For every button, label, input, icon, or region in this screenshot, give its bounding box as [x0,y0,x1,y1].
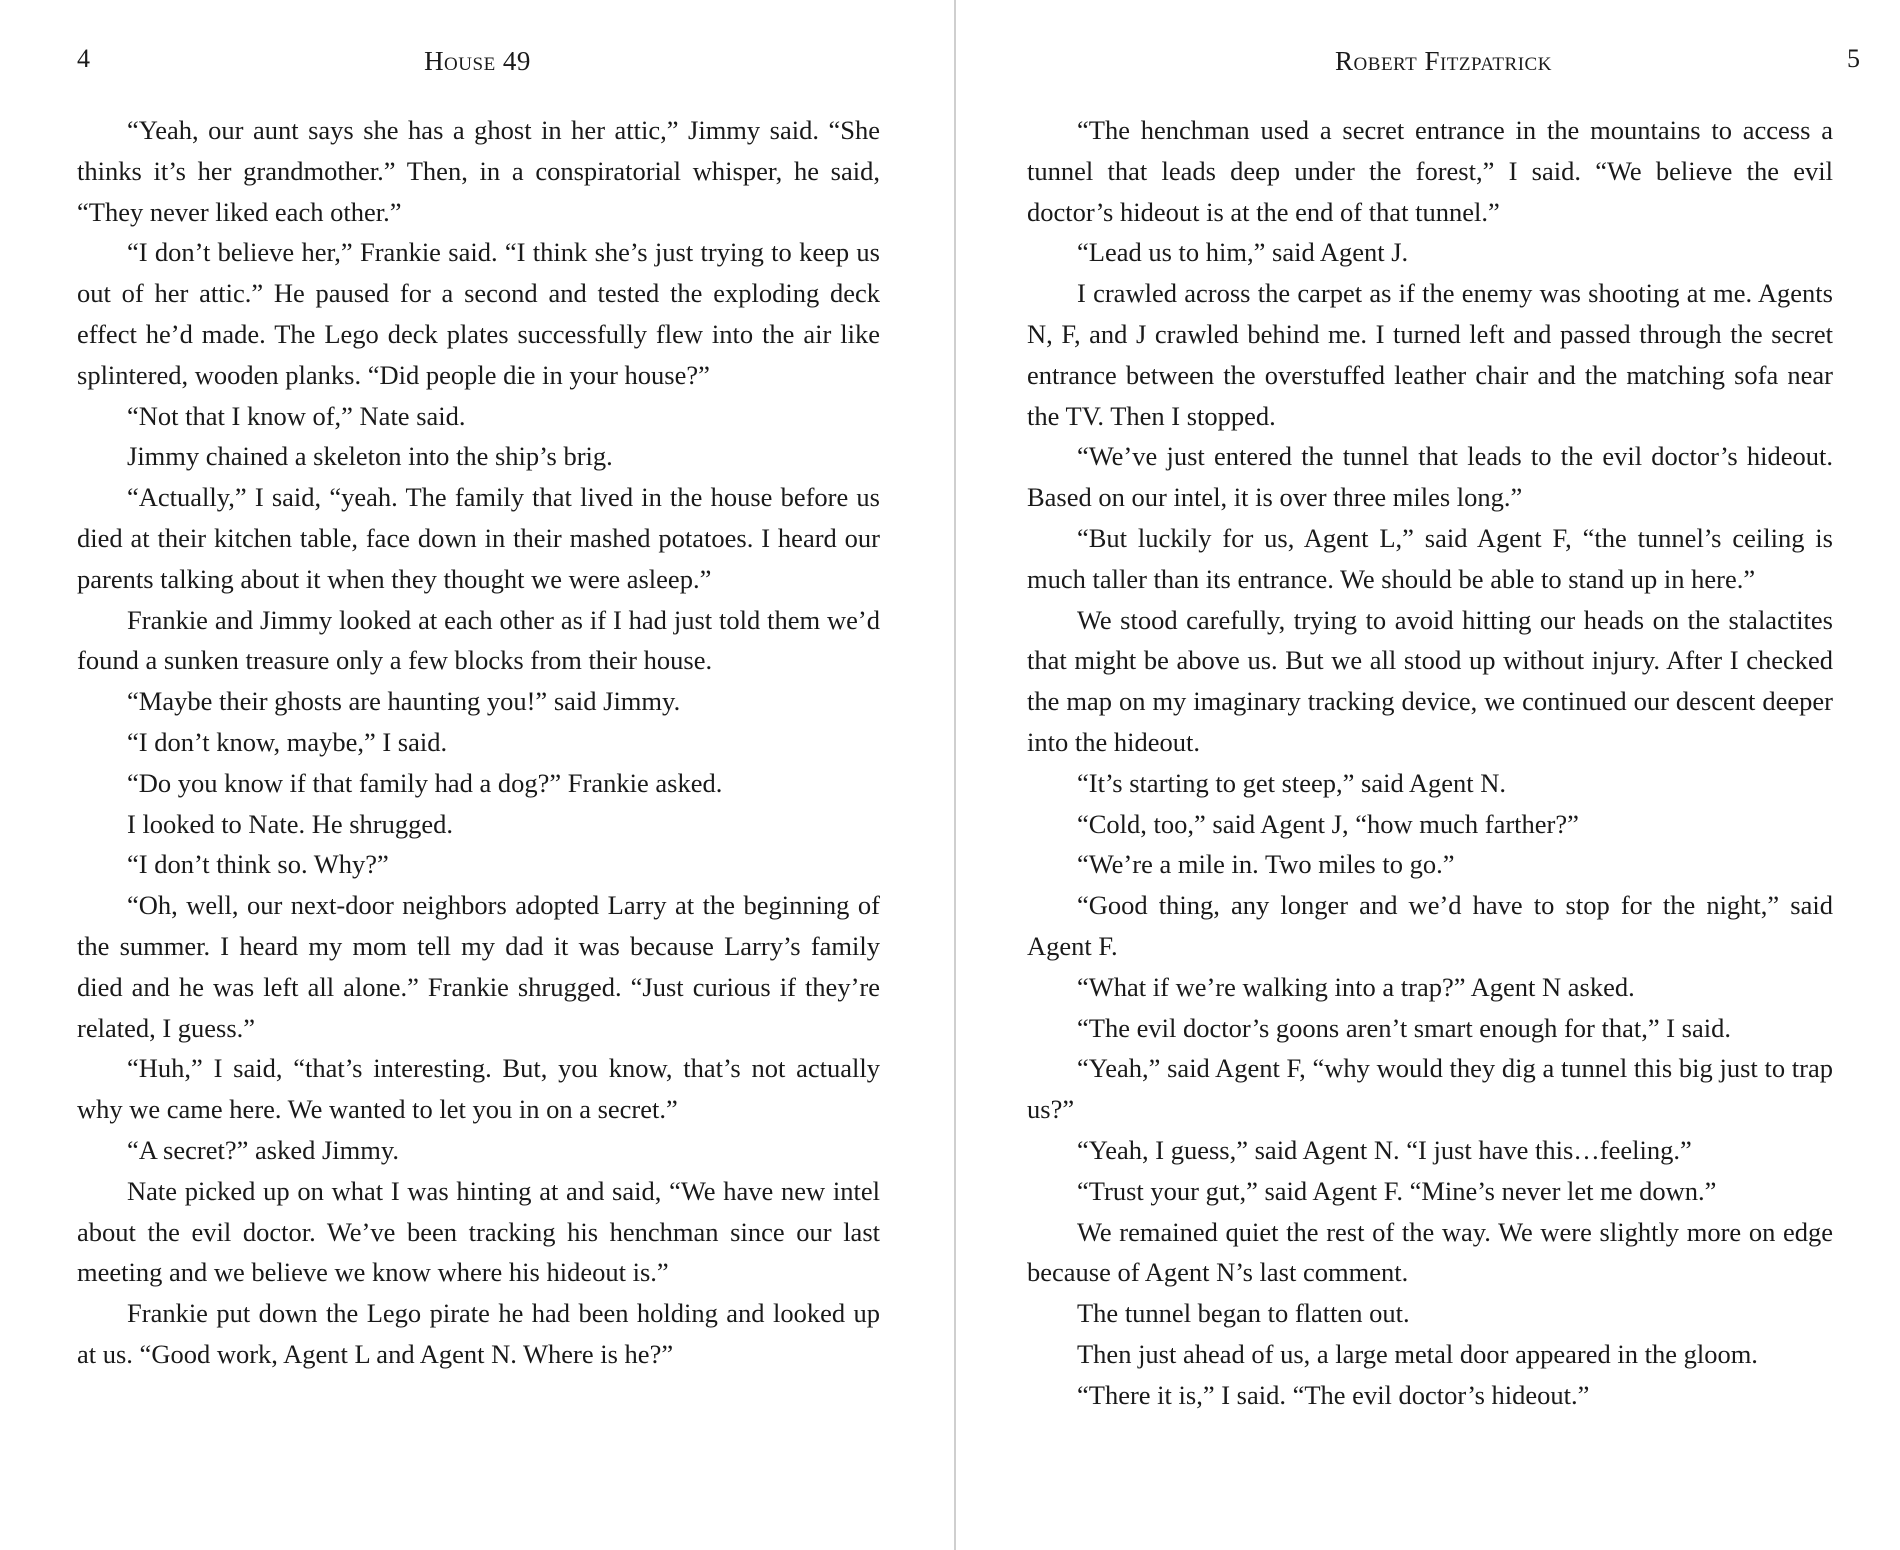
paragraph: “Lead us to him,” said Agent J. [1077,237,1409,268]
paragraph: “There it is,” I said. “The evil doctor’s hideout.” [1077,1379,1590,1410]
page-number: 5 [1847,44,1860,73]
paragraph: Jimmy chained a skeleton into the ship’s brig. [127,441,613,472]
paragraph: “Actually,” I said, “yeah. The family that lived in the house before us died at their kitchen table, face down in their mashed potatoes. I heard our parents talking about it when they thought we were asleep.” [77,482,880,594]
right-page-header [957,40,1900,80]
running-title: House 49 [424,46,531,76]
paragraph: “Yeah, our aunt says she has a ghost in her attic,” Jimmy said. “She thinks it’s her grandmother.” Then, in a conspiratorial whisper, he said, “They never liked each other.” [77,115,880,227]
paragraph: Frankie put down the Lego pirate he had been holding and looked up at us. “Good work, Agent L and Agent N. Where is he?” [77,1298,880,1369]
paragraph: “Not that I know of,” Nate said. [127,400,466,431]
paragraph: “Cold, too,” said Agent J, “how much farther?” [1077,808,1579,839]
paragraph: “Trust your gut,” said Agent F. “Mine’s never let me down.” [1077,1175,1717,1206]
paragraph: “Oh, well, our next-door neighbors adopted Larry at the beginning of the summer. I heard my mom tell my dad it was because Larry’s family died and he was left all alone.” Frankie shrugged. “Just curious if they’re related, I guess.” [77,890,880,1043]
page-number: 4 [77,44,90,73]
left-page-body [77,110,880,1375]
paragraph: “We’re a mile in. Two miles to go.” [1077,849,1455,880]
page-gutter-divider [954,0,956,1550]
paragraph: “But luckily for us, Agent L,” said Agent F, “the tunnel’s ceiling is much taller than its entrance. We should be able to stand up in here.” [1027,522,1833,594]
paragraph: “It’s starting to get steep,” said Agent N. [1077,767,1507,798]
paragraph: “The henchman used a secret entrance in the mountains to access a tunnel that leads deep under the forest,” I said. “We believe the evil doctor’s hideout is at the end of that tunnel.” [1027,115,1833,227]
paragraph: “We’ve just entered the tunnel that leads to the evil doctor’s hideout. Based on our intel, it is over three miles long.” [1027,441,1833,513]
paragraph: “What if we’re walking into a trap?” Agent N asked. [1077,971,1635,1002]
paragraph: We stood carefully, trying to avoid hitting our heads on the stalactites that might be above us. But we all stood up without injury. After I checked the map on my imaginary tracking device, we continued our descent deeper into the hideout. [1027,604,1833,757]
paragraph: “Yeah, I guess,” said Agent N. “I just have this…feeling.” [1077,1134,1692,1165]
paragraph: We remained quiet the rest of the way. We were slightly more on edge because of Agent N’s last comment. [1027,1216,1833,1288]
paragraph: “I don’t know, maybe,” I said. [127,726,448,757]
paragraph: “A secret?” asked Jimmy. [127,1134,400,1165]
paragraph: “Good thing, any longer and we’d have to stop for the night,” said Agent F. [1027,890,1833,961]
paragraph: “I don’t think so. Why?” [127,849,389,880]
left-page-header [0,40,955,80]
paragraph: “The evil doctor’s goons aren’t smart enough for that,” I said. [1077,1012,1731,1043]
running-title: Robert Fitzpatrick [1335,46,1552,76]
paragraph: “I don’t believe her,” Frankie said. “I think she’s just trying to keep us out of her attic.” He paused for a second and tested the exploding deck effect he’d made. The Lego deck plates successfully flew into the air like splintered, wooden planks. “Did people die in your house?” [77,237,880,390]
paragraph: Then just ahead of us, a large metal door appeared in the gloom. [1077,1338,1758,1369]
paragraph: “Do you know if that family had a dog?” Frankie asked. [127,767,723,798]
paragraph: Nate picked up on what I was hinting at and said, “We have new intel about the evil doctor. We’ve been tracking his henchman since our last meeting and we believe we know where his hideout is.” [77,1175,880,1288]
right-page-body [1027,110,1833,1416]
paragraph: I looked to Nate. He shrugged. [127,808,454,839]
paragraph: I crawled across the carpet as if the enemy was shooting at me. Agents N, F, and J crawled behind me. I turned left and passed through the secret entrance between the overstuffed leather chair and the matching sofa near the TV. Then I stopped. [1027,278,1833,431]
paragraph: “Maybe their ghosts are haunting you!” said Jimmy. [127,686,681,717]
paragraph: “Huh,” I said, “that’s interesting. But, you know, that’s not actually why we came here. We wanted to let you in on a secret.” [77,1053,880,1125]
paragraph: “Yeah,” said Agent F, “why would they dig a tunnel this big just to trap us?” [1027,1053,1833,1125]
paragraph: Frankie and Jimmy looked at each other as if I had just told them we’d found a sunken treasure only a few blocks from their house. [77,604,880,676]
right-page [957,0,1900,1550]
paragraph: The tunnel began to flatten out. [1077,1298,1410,1329]
